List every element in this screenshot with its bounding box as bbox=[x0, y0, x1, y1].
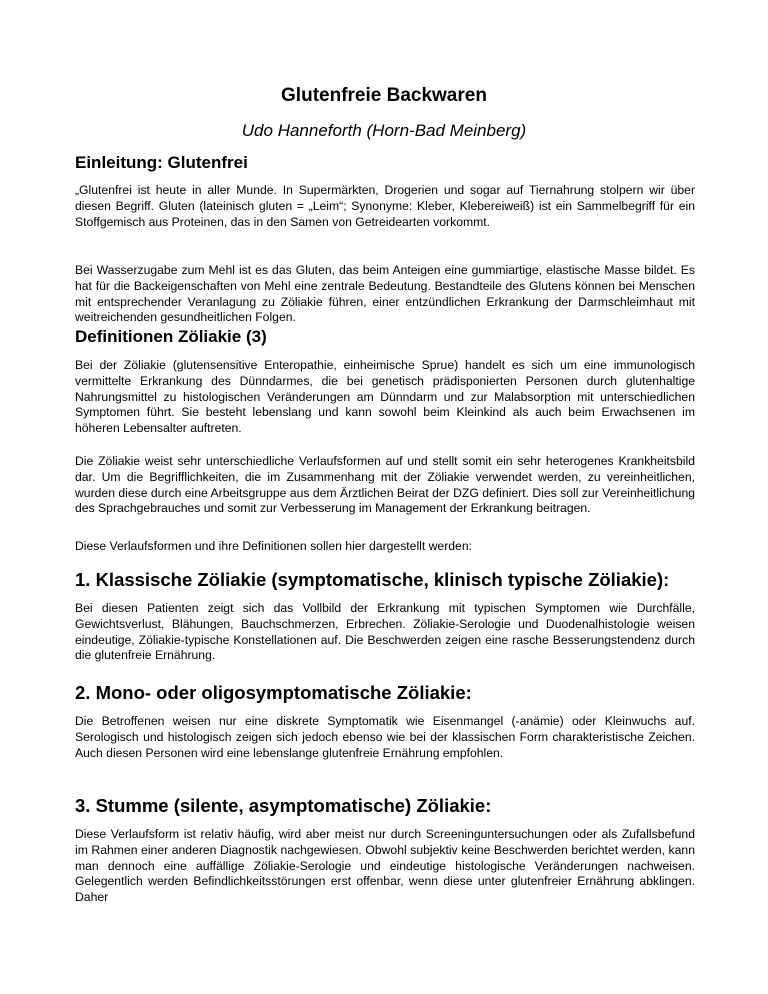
section-heading-klassische: 1. Klassische Zöliakie (symptomatische, klinisch typische Zöliakie): bbox=[75, 569, 670, 590]
paragraph-einleitung-1: „Glutenfrei ist heute in aller Munde. In Supermärkten, Drogerien und sogar auf Tiernahrung stolpern wir über diesen Begriff. Gluten (lateinisch gluten = „Leim“; Synonyme: Kleber, Klebereiweiß) ist ein Sammelbegriff für ein Stoffgemisch aus Proteinen, das in den Samen von Getreidearten vorkommt. bbox=[75, 183, 695, 229]
paragraph-definitionen-3: Diese Verlaufsformen und ihre Definitionen sollen hier dargestellt werden: bbox=[75, 539, 472, 553]
paragraph-definitionen-2: Die Zöliakie weist sehr unterschiedliche Verlaufsformen auf und stellt somit ein sehr heterogenes Krankheitsbild dar. Um die Begrifflichkeiten, die im Zusammenhang mit der Zöliakie verwendet werden, zu vereinheitlichen, wurden diese durch eine Arbeitsgruppe aus dem Ärztlichen Beirat der DZG definiert. Dies soll zur Vereinheitlichung des Sprachgebrauches und somit zur Verbesserung im Management der Erkrankung beitragen. bbox=[75, 454, 695, 516]
paragraph-mono: Die Betroffenen weisen nur eine diskrete Symptomatik wie Eisenmangel (-anämie) oder Kleinwuchs auf. Serologisch und histologisch zeigen sich jedoch ebenso wie bei der klassischen Form charakteristische Zeichen. Auch diesen Personen wird eine lebenslange glutenfreie Ernährung empfohlen. bbox=[75, 714, 695, 760]
section-heading-stumme: 3. Stumme (silente, asymptomatische) Zöliakie: bbox=[75, 795, 492, 816]
document-author: Udo Hanneforth (Horn-Bad Meinberg) bbox=[241, 121, 527, 140]
paragraph-definitionen-1: Bei der Zöliakie (glutensensitive Enteropathie, einheimische Sprue) handelt es sich um eine immunologisch vermittelte Erkrankung des Dünndarmes, die bei genetisch prädisponierten Personen durch glutenhaltige Nahrungsmittel zu histologischen Veränderungen am Dünndarm und zur Malabsorption mit unterschiedlichen Symptomen führt. Sie besteht lebenslang und kann sowohl beim Kleinkind als auch beim Erwachsenen im höheren Lebensalter auftreten. bbox=[75, 358, 695, 436]
section-heading-mono: 2. Mono- oder oligosymptomatische Zöliakie: bbox=[75, 682, 472, 703]
paragraph-stumme: Diese Verlaufsform ist relativ häufig, wird aber meist nur durch Screeninguntersuchungen oder als Zufallsbefund im Rahmen einer anderen Diagnostik nachgewiesen. Obwohl subjektiv keine Beschwerden berichtet werden, kann man dennoch eine auffällige Zöliakie-Serologie und eindeutige histologische Veränderungen nachweisen. Gelegentlich werden Befindlichkeitsstörungen erst offenbar, wenn diese unter glutenfreier Ernährung abklingen. Daher bbox=[75, 827, 695, 905]
paragraph-einleitung-2: Bei Wasserzugabe zum Mehl ist es das Gluten, das beim Anteigen eine gummiartige, elastische Masse bildet. Es hat für die Backeigenschaften von Mehl eine zentrale Bedeutung. Bestandteile des Glutens können bei Menschen mit entsprechender Veranlagung zu Zöliakie führen, einer entzündlichen Erkrankung der Darmschleimhaut mit weitreichenden gesundheitlichen Folgen. bbox=[75, 263, 695, 325]
paragraph-klassische: Bei diesen Patienten zeigt sich das Vollbild der Erkrankung mit typischen Symptomen wie Durchfälle, Gewichtsverlust, Blähungen, Bauchschmerzen, Erbrechen. Zöliakie-Serologie und Duodenalhistologie weisen eindeutige, Zöliakie-typische Konstellationen auf. Die Beschwerden zeigen eine rasche Besserungstendenz durch die glutenfreie Ernährung. bbox=[75, 601, 695, 663]
document-title: Glutenfreie Backwaren bbox=[281, 85, 487, 106]
section-heading-definitionen: Definitionen Zöliakie (3) bbox=[75, 327, 267, 346]
section-heading-einleitung: Einleitung: Glutenfrei bbox=[75, 153, 248, 172]
